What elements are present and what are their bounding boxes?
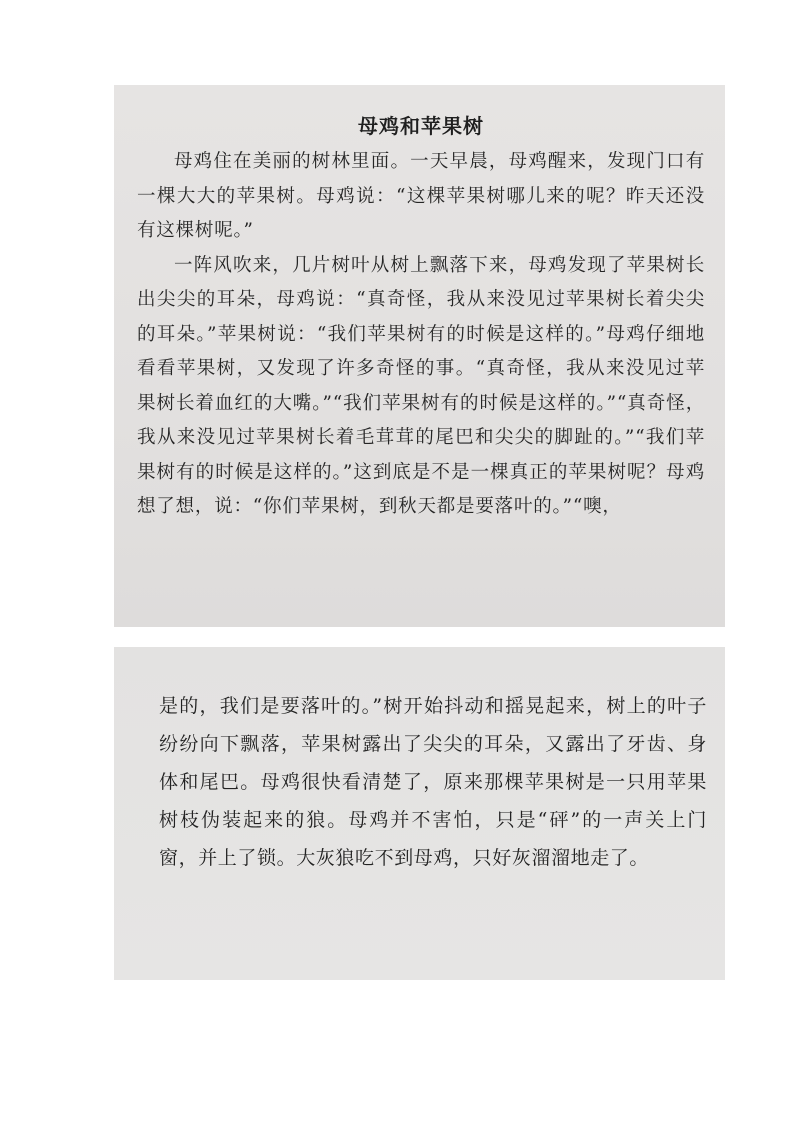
page-photo-bottom xyxy=(114,647,725,980)
paragraph-2: 一阵风吹来，几片树叶从树上飘落下来，母鸡发现了苹果树长出尖尖的耳朵，母鸡说：“真奇怪，我从来没见过苹果树长着尖尖的耳朵。”苹果树说：“我们苹果树有的时候是这样的。”母鸡仔细地看看苹果树，又发现了许多奇怪的事。“真奇怪，我从来没见过苹果树长着血红的大嘴。”“我们苹果树有的时候是这样的。”“真奇怪，我从来没见过苹果树长着毛茸茸的尾巴和尖尖的脚趾的。”“我们苹果树有的时候是这样的。”这到底是不是一棵真正的苹果树呢？母鸡想了想，说：“你们苹果树，到秋天都是要落叶的。”“噢， xyxy=(137,254,705,517)
page-photo-top xyxy=(114,85,725,627)
paragraph-2-continued: 是的，我们是要落叶的。”树开始抖动和摇晃起来，树上的叶子纷纷向下飘落，苹果树露出了尖尖的耳朵，又露出了牙齿、身体和尾巴。母鸡很快看清楚了，原来那棵苹果树是一只用苹果树枝伪装起来的狼。母鸡并不害怕，只是“砰”的一声关上门窗，并上了锁。大灰狼吃不到母鸡，只好灰溜溜地走了。 xyxy=(159,695,707,869)
paragraph-1: 母鸡住在美丽的树林里面。一天早晨，母鸡醒来，发现门口有一棵大大的苹果树。母鸡说：“这棵苹果树哪儿来的呢？昨天还没有这棵树呢。” xyxy=(137,151,705,241)
story-title: 母鸡和苹果树 xyxy=(358,114,484,138)
